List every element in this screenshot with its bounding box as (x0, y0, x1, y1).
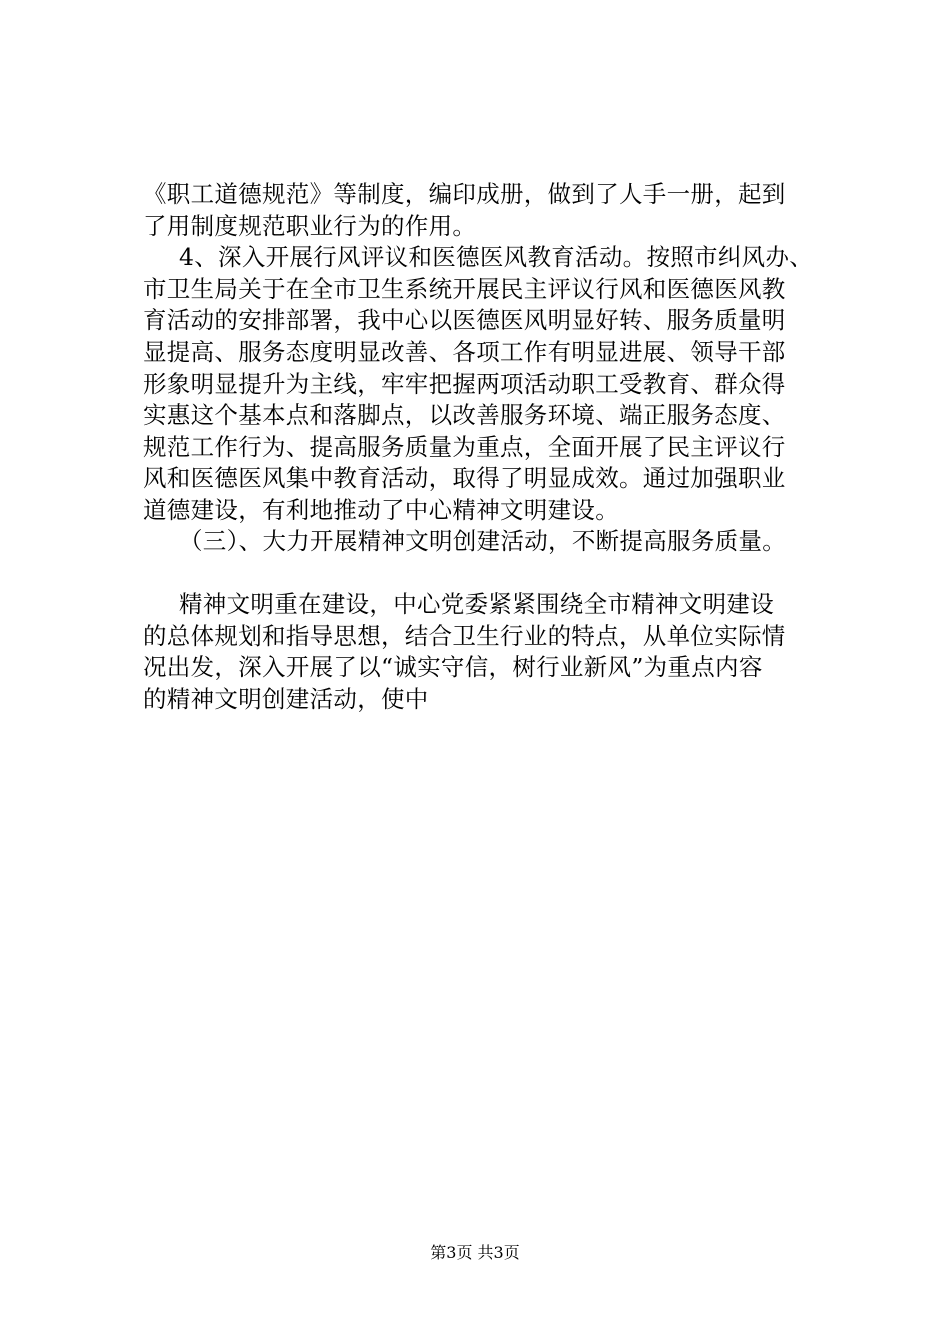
paragraph-line: 规范工作行为、提高服务质量为重点，全面开展了民主评议行 (143, 433, 786, 461)
paragraph-line: 育活动的安排部署，我中心以医德医风明显好转、服务质量明 (143, 306, 786, 334)
paragraph-line: 况出发，深入开展了以“诚实守信，树行业新风”为重点内容 (143, 653, 763, 681)
paragraph-line: 风和医德医风集中教育活动，取得了明显成效。通过加强职业 (143, 464, 786, 492)
page-number-footer: 第3页 共3页 (430, 1243, 520, 1262)
paragraph-line: 市卫生局关于在全市卫生系统开展民主评议行风和医德医风教 (143, 275, 786, 303)
section-heading: （三）、大力开展精神文明创建活动，不断提高服务质量。 (179, 527, 787, 555)
paragraph-line: 《职工道德规范》等制度，编印成册，做到了人手一册，起到 (143, 180, 786, 208)
paragraph-line: 形象明显提升为主线，牢牢把握两项活动职工受教育、群众得 (143, 370, 786, 398)
paragraph-line: 精神文明重在建设，中心党委紧紧围绕全市精神文明建设 (179, 590, 774, 618)
paragraph-line: 的总体规划和指导思想，结合卫生行业的特点，从单位实际情 (143, 622, 786, 650)
paragraph-line: 道德建设，有利地推动了中心精神文明建设。 (143, 496, 619, 524)
paragraph-line: 4、深入开展行风评议和医德医风教育活动。按照市纠风办、 (179, 243, 814, 271)
paragraph-line: 了用制度规范职业行为的作用。 (143, 212, 477, 240)
paragraph-line: 实惠这个基本点和落脚点，以改善服务环境、端正服务态度、 (143, 401, 786, 429)
paragraph-line: 显提高、服务态度明显改善、各项工作有明显进展、领导干部 (143, 338, 786, 366)
paragraph-line: 的精神文明创建活动，使中 (143, 685, 429, 713)
